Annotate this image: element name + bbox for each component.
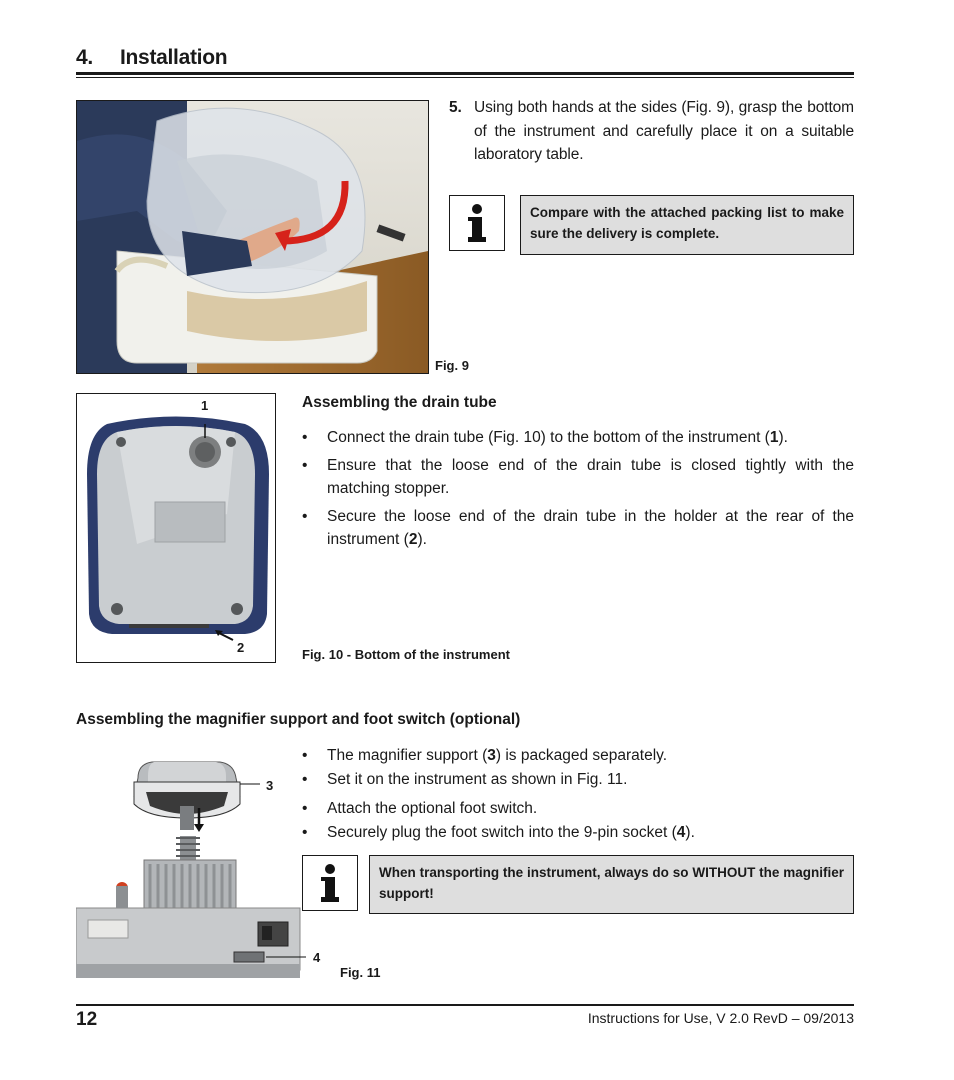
- figure-9-photo: [76, 100, 429, 374]
- section-number: 4.: [76, 46, 93, 69]
- note-transport-warning: When transporting the instrument, always do so WITHOUT the magnifier support!: [369, 855, 854, 914]
- figure-10-photo: [76, 393, 276, 663]
- bullet: •: [302, 429, 308, 446]
- unpacking-photo-illustration: [77, 101, 428, 373]
- section-heading: Installation: [120, 46, 228, 69]
- step-5: [449, 96, 854, 167]
- figure-10-caption: Fig. 10 - Bottom of the instrument: [302, 647, 510, 662]
- magnifier-heading: Assembling the magnifier support and foot switch (optional): [76, 711, 521, 728]
- drain-tube-heading: Assembling the drain tube: [302, 394, 497, 411]
- drain-tube-list: [302, 426, 854, 552]
- info-icon: [302, 855, 358, 911]
- step-number: 5.: [449, 99, 462, 116]
- header-rule: [76, 72, 854, 75]
- magnifier-list: [302, 744, 854, 844]
- instrument-bottom-illustration: [77, 394, 275, 662]
- section-title: [76, 46, 227, 70]
- list-item: • The magnifier support (3) is packaged separately.: [302, 747, 668, 764]
- step-text: Using both hands at the sides (Fig. 9), grasp the bottom of the instrument and carefully place it on a suitable laboratory table.: [474, 99, 854, 163]
- page-number: 12: [76, 1009, 98, 1030]
- figure-9-caption: Fig. 9: [435, 358, 469, 373]
- footer-rule: [76, 1004, 854, 1006]
- callout-1: 1: [201, 398, 209, 413]
- list-item: • Connect the drain tube (Fig. 10) to the bottom of the instrument (1).: [302, 426, 854, 450]
- bullet: •: [302, 456, 308, 474]
- footer-document-info: Instructions for Use, V 2.0 RevD – 09/2013: [587, 1010, 854, 1026]
- list-item: • Ensure that the loose end of the drain tube is closed tightly with the matching stopper.: [302, 454, 854, 501]
- list-item: • Secure the loose end of the drain tube in the holder at the rear of the instrument (2).: [302, 505, 854, 552]
- bullet: •: [302, 507, 308, 525]
- callout-2: 2: [237, 640, 245, 655]
- list-item: • Securely plug the foot switch into the 9-pin socket (4).: [302, 823, 695, 841]
- figure-11-caption: Fig. 11: [340, 965, 381, 980]
- info-icon: [449, 195, 505, 251]
- callout-4: 4: [313, 950, 321, 965]
- note-packing-list: Compare with the attached packing list to make sure the delivery is complete.: [520, 195, 854, 255]
- list-item: • Attach the optional foot switch.: [302, 800, 538, 817]
- info-i-glyph: [450, 196, 504, 250]
- callout-3: 3: [266, 778, 274, 793]
- info-i-glyph: [303, 856, 357, 910]
- list-item: • Set it on the instrument as shown in Fig. 11.: [302, 770, 628, 788]
- header-rule-thin: [76, 77, 854, 78]
